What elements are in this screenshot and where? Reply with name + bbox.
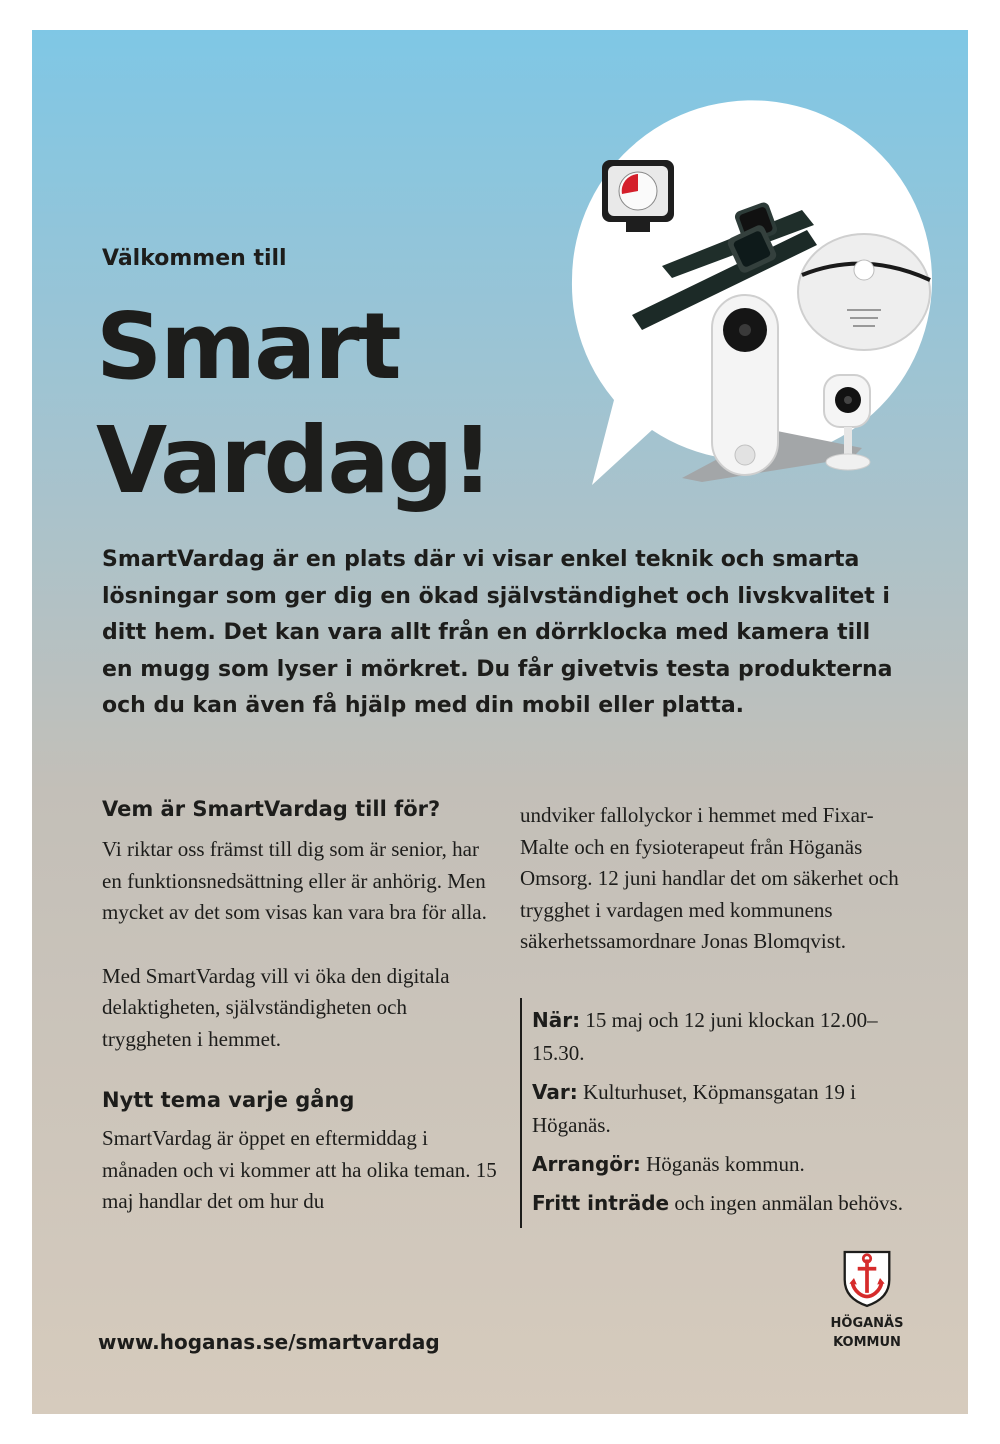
clock-icon [602,160,674,232]
poster [32,30,968,1414]
intro-paragraph: SmartVardag är en plats där vi visar enkel teknik och smarta lösningar som ger dig en ökad självständighet och livskvalitet i ditt hem. Det kan vara allt från en dörrklocka med kamera till en mugg som lyser i mörkret. Du får givetvis testa produkterna och du kan även få hjälp med din mobil eller platta. [102,547,893,718]
smoke-detector-icon [798,234,930,350]
event-info-box [520,998,920,1228]
when-label: När: [532,1007,581,1032]
who-text: Vi riktar oss främst till dig som är senior, har en funktionsnedsättning eller är anhörig. Men mycket av det som visas kan vara bra för alla. [102,837,487,924]
left-column [102,794,502,1218]
welcome-text: Välkommen till [102,246,287,271]
when-value: 15 maj och 12 juni klockan 12.00–15.30. [532,1007,878,1065]
goal-text: Med SmartVardag vill vi öka den digitala delaktigheten, självständigheten och tryggheten i hemmet. [102,963,450,1051]
hoganas-kommun-logo [822,1248,912,1350]
where-label: Var: [532,1079,578,1104]
free-value: och ingen anmälan behövs. [674,1190,903,1215]
info-free [532,1187,920,1220]
logo-line-1: HÖGANÄS [830,1316,904,1331]
page-title [96,290,491,518]
right-column [520,800,920,1228]
products-speech-bubble [552,80,952,500]
who-heading: Vem är SmartVardag till för? [102,797,441,821]
info-when [532,1004,920,1070]
theme-text: SmartVardag är öppet en eftermiddag i månaden och vi kommer att ha olika teman. 15 maj handlar det om hur du [102,1126,497,1213]
organizer-value: Höganäs kommun. [646,1151,805,1176]
website-link[interactable]: www.hoganas.se/smartvardag [98,1330,440,1354]
title-line-vardag: Vardag! [96,407,492,514]
info-where [532,1076,920,1142]
theme-heading: Nytt tema varje gång [102,1088,355,1112]
title-line-smart: Smart [96,293,400,400]
coat-of-arms-icon [841,1248,893,1308]
free-label: Fritt inträde [532,1190,670,1215]
logo-line-2: KOMMUN [833,1335,901,1350]
organizer-label: Arrangör: [532,1151,641,1176]
info-organizer [532,1148,920,1181]
where-value: Kulturhuset, Köpmansgatan 19 i Höganäs. [532,1079,856,1137]
theme-text-continued: undviker fallolyckor i hemmet med Fixar-Malte och en fysioterapeut från Höganäs Omsorg. 12 juni handlar det om säkerhet och trygghet i vardagen med kommunens säkerhetssamordnare Jonas Blomqvist. [520,803,899,953]
